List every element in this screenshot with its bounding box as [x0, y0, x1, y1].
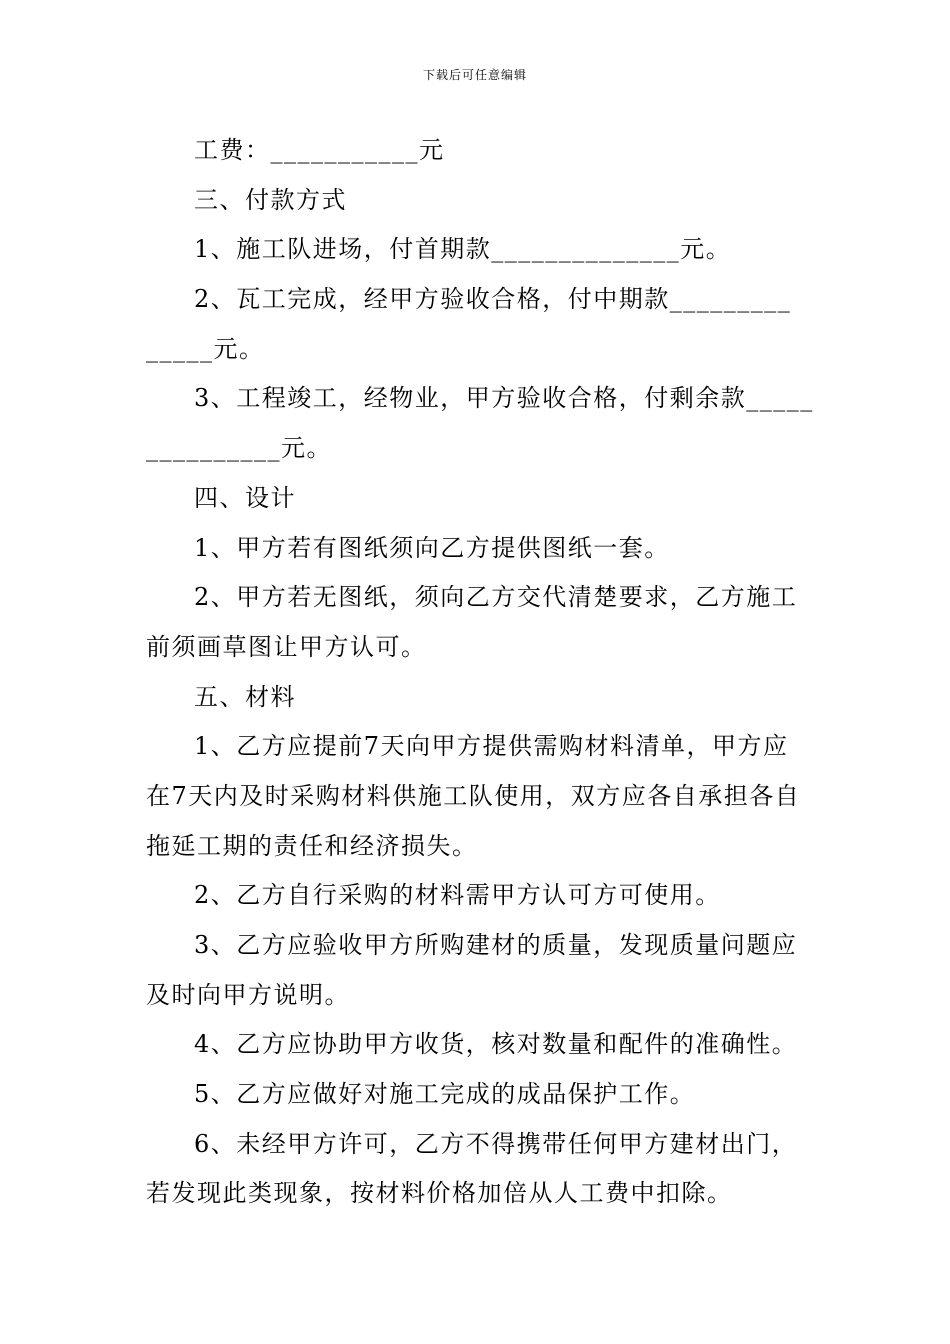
text-line: 在7天内及时采购材料供施工队使用，双方应各自承担各自 — [146, 781, 801, 810]
text-line: 四、设计 — [194, 483, 296, 512]
text-line: _____元。 — [146, 334, 265, 363]
text-line: 4、乙方应协助甲方收货，核对数量和配件的准确性。 — [194, 1030, 798, 1059]
text-line: 2、甲方若无图纸，须向乙方交代清楚要求，乙方施工 — [194, 583, 798, 612]
text-line: __________元。 — [146, 434, 332, 463]
text-line: 若发现此类现象，按材料价格加倍从人工费中扣除。 — [146, 1179, 733, 1208]
text-line: 1、甲方若有图纸须向乙方提供图纸一套。 — [194, 533, 670, 562]
text-line: 1、施工队进场，付首期款______________元。 — [194, 235, 732, 264]
text-line: 五、材料 — [194, 682, 296, 711]
text-line: 三、付款方式 — [194, 185, 347, 214]
text-line: 3、乙方应验收甲方所购建材的质量，发现质量问题应 — [194, 931, 798, 959]
text-line: 2、瓦工完成，经甲方验收合格，付中期款_________ — [194, 285, 792, 314]
text-line: 5、乙方应做好对施工完成的成品保护工作。 — [194, 1080, 696, 1109]
text-line: 拖延工期的责任和经济损失。 — [146, 831, 478, 860]
text-line: 及时向甲方说明。 — [146, 980, 350, 1009]
page-header: 下载后可任意编辑 — [422, 68, 527, 82]
text-line: 2、乙方自行采购的材料需甲方认可方可使用。 — [194, 881, 721, 910]
text-line: 6、未经甲方许可，乙方不得携带任何甲方建材出门， — [194, 1129, 798, 1158]
document-body — [146, 126, 814, 1219]
text-line: 前须画草图让甲方认可。 — [146, 632, 427, 661]
text-line: 1、乙方应提前7天向甲方提供需购材料清单，甲方应 — [194, 732, 789, 761]
text-line: 工费：___________元 — [194, 136, 445, 164]
text-line: 3、工程竣工，经物业，甲方验收合格，付剩余款_____ — [194, 384, 814, 413]
